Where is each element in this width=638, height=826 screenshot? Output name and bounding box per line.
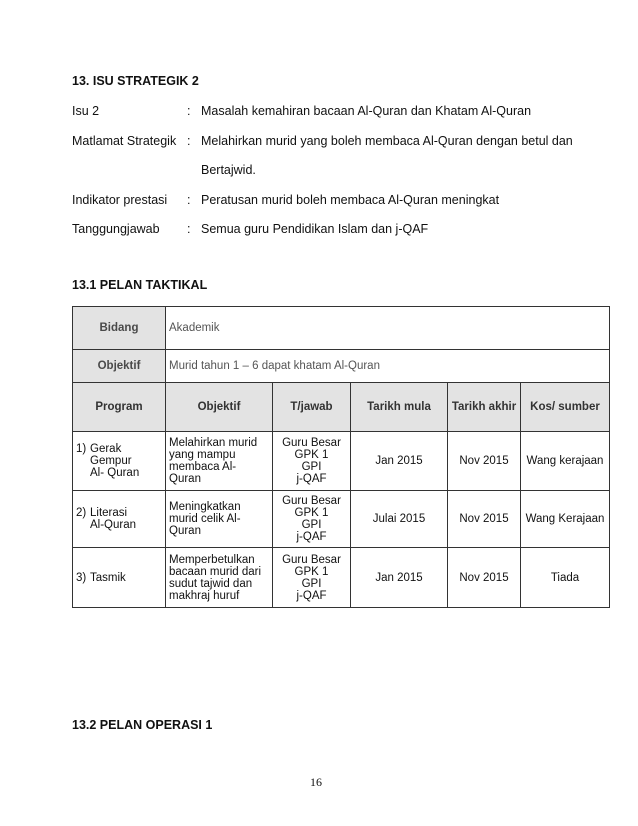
row-objektif xyxy=(73,350,610,383)
tjawab-cell xyxy=(273,491,351,548)
objektif-label: Objektif xyxy=(73,350,166,383)
tjawab-line: GPI xyxy=(301,519,322,531)
tarikh-mula-cell: Jan 2015 xyxy=(351,548,448,608)
tjawab-line: GPK 1 xyxy=(294,507,329,519)
header-row xyxy=(73,383,610,432)
label-indikator: Indikator prestasi xyxy=(72,193,168,207)
tjawab-line: j-QAF xyxy=(296,531,327,543)
objektif-line: Quran xyxy=(169,473,201,485)
tjawab-cell xyxy=(273,548,351,608)
objektif-line: membaca Al- xyxy=(169,461,237,473)
objektif-line: Quran xyxy=(169,525,201,537)
bidang-label: Bidang xyxy=(73,307,166,350)
colon: : xyxy=(187,222,191,236)
objektif-line: sudut tajwid dan xyxy=(169,577,253,590)
objektif-cell xyxy=(166,491,273,548)
objektif-line: murid celik Al- xyxy=(169,513,241,525)
value-indikator: Peratusan murid boleh membaca Al-Quran meningkat xyxy=(201,193,500,207)
tjawab-line: GPI xyxy=(301,461,322,473)
objektif-line: Memperbetulkan xyxy=(169,553,255,566)
program-line: Al-Quran xyxy=(90,519,137,531)
tjawab-line: Guru Besar xyxy=(282,437,341,449)
kos-cell: Wang Kerajaan xyxy=(521,491,610,548)
kos-cell: Tiada xyxy=(521,548,610,608)
program-cell xyxy=(73,432,166,491)
program-line: Gempur xyxy=(90,455,132,467)
colon: : xyxy=(187,104,191,118)
label-isu: Isu 2 xyxy=(72,104,100,118)
objektif-line: Melahirkan murid xyxy=(169,437,258,449)
program-line: Al- Quran xyxy=(90,467,140,479)
program-number: 3) xyxy=(76,571,87,584)
value-matlamat-line2: Bertajwid. xyxy=(201,163,256,177)
kos-cell: Wang kerajaan xyxy=(521,432,610,491)
tjawab-cell xyxy=(273,432,351,491)
tjawab-line: GPI xyxy=(301,577,322,590)
tarikh-mula-cell: Jan 2015 xyxy=(351,432,448,491)
objektif-cell xyxy=(166,432,273,491)
page-number: 16 xyxy=(310,775,322,789)
tjawab-line: Guru Besar xyxy=(282,553,341,566)
objektif-line: Meningkatkan xyxy=(169,501,241,513)
objektif-line: bacaan murid dari xyxy=(169,565,262,578)
tjawab-line: Guru Besar xyxy=(282,495,341,507)
value-isu: Masalah kemahiran bacaan Al-Quran dan Khatam Al-Quran xyxy=(201,104,532,118)
operational-heading: 13.2 PELAN OPERASI 1 xyxy=(72,718,213,732)
tactical-heading: 13.1 PELAN TAKTIKAL xyxy=(72,278,208,292)
header-program: Program xyxy=(73,383,166,432)
tarikh-akhir-cell: Nov 2015 xyxy=(448,491,521,548)
bidang-value: Akademik xyxy=(166,307,610,350)
program-number: 1) xyxy=(76,443,87,455)
value-tanggungjawab: Semua guru Pendidikan Islam dan j-QAF xyxy=(201,222,429,236)
program-line: Literasi xyxy=(90,507,128,519)
objektif-line: yang mampu xyxy=(169,449,236,461)
program-line: Tasmik xyxy=(90,571,126,584)
tarikh-mula-cell: Julai 2015 xyxy=(351,491,448,548)
objektif-line: makhraj huruf xyxy=(169,589,240,602)
program-cell xyxy=(73,548,166,608)
row-bidang xyxy=(73,307,610,350)
tactical-plan-table xyxy=(72,306,610,608)
label-tanggungjawab: Tanggungjawab xyxy=(72,222,160,236)
objektif-cell xyxy=(166,548,273,608)
tjawab-line: j-QAF xyxy=(296,589,327,602)
objektif-value: Murid tahun 1 – 6 dapat khatam Al-Quran xyxy=(166,350,610,383)
tarikh-akhir-cell: Nov 2015 xyxy=(448,548,521,608)
table-row xyxy=(73,491,610,548)
label-matlamat: Matlamat Strategik xyxy=(72,134,177,148)
header-objektif: Objektif xyxy=(166,383,273,432)
colon: : xyxy=(187,193,191,207)
table-row xyxy=(73,548,610,608)
section-heading: 13. ISU STRATEGIK 2 xyxy=(72,74,199,88)
header-tarikh-akhir: Tarikh akhir xyxy=(448,383,521,432)
program-line: Gerak xyxy=(90,443,122,455)
value-matlamat-line1: Melahirkan murid yang boleh membaca Al-Quran dengan betul dan xyxy=(201,134,573,148)
tjawab-line: GPK 1 xyxy=(294,449,329,461)
colon: : xyxy=(187,134,191,148)
tjawab-line: GPK 1 xyxy=(294,565,329,578)
program-number: 2) xyxy=(76,507,87,519)
program-cell xyxy=(73,491,166,548)
table-row xyxy=(73,432,610,491)
tarikh-akhir-cell: Nov 2015 xyxy=(448,432,521,491)
header-tarikh-mula: Tarikh mula xyxy=(351,383,448,432)
header-kos-sumber: Kos/ sumber xyxy=(521,383,610,432)
header-tjawab: T/jawab xyxy=(273,383,351,432)
tjawab-line: j-QAF xyxy=(296,473,327,485)
